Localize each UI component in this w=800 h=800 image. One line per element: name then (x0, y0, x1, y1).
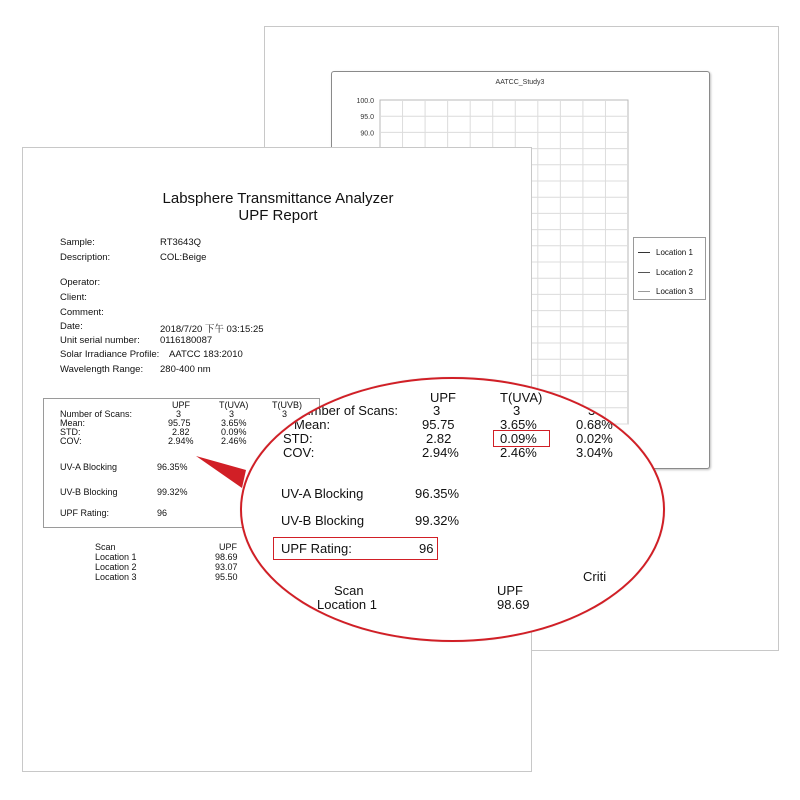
zoom-uvb-label: UV-B Blocking (281, 513, 365, 528)
field-label: Client: (60, 292, 87, 303)
y-tick-label: 95.0 (360, 114, 374, 122)
zoom-scan-header: UPF (497, 583, 523, 598)
zoom-row-label: Number of Scans: (294, 403, 399, 418)
stats-cell: 3 (176, 409, 182, 419)
zoom-cell: 0.02% (576, 431, 613, 446)
field-value: AATCC 183:2010 (169, 349, 243, 360)
field-value: 2018/7/20 下午 03:15:25 (160, 324, 264, 335)
legend-label: Location 2 (656, 267, 693, 277)
uvb-blocking-value: 99.32% (157, 487, 188, 497)
report-subtitle: UPF Report (238, 207, 318, 224)
legend-item-location-1 (638, 246, 693, 258)
field-value: COL:Beige (160, 252, 207, 263)
legend-line-icon (638, 291, 650, 292)
zoom-scan-header-partial: Criti (583, 569, 607, 584)
stats-header: UPF (172, 400, 190, 410)
zoom-cell: 0.68% (576, 417, 613, 432)
legend-item-location-2 (638, 266, 693, 278)
scan-row-upf: 95.50 (215, 572, 238, 582)
zoom-cell-highlight: 0.09% (500, 431, 537, 446)
zoom-row-label: Mean: (294, 417, 331, 432)
field-value: 280-400 nm (160, 364, 211, 375)
chart-title: AATCC_Study3 (495, 79, 545, 86)
field-label: Description: (60, 252, 111, 263)
stats-cell: 3 (282, 409, 288, 419)
zoom-cell: 2.46% (500, 445, 537, 460)
zoom-upf-value: 96 (419, 541, 434, 556)
zoom-cell: 3 (588, 403, 596, 418)
zoom-callout (240, 377, 665, 642)
legend-line-icon (638, 272, 650, 273)
stats-header: T(UVB) (272, 400, 302, 410)
zoom-cell: 2.82 (426, 431, 452, 446)
y-axis-ticks (356, 98, 374, 137)
uva-blocking-value: 96.35% (157, 462, 188, 472)
scan-row-name: Location 2 (95, 562, 137, 572)
zoom-uva-value: 96.35% (415, 486, 460, 501)
zoom-cell: 95.75 (422, 417, 455, 432)
field-value: 0116180087 (160, 335, 213, 346)
zoom-cell: 2.94% (422, 445, 459, 460)
field-label: Operator: (60, 277, 101, 288)
field-label: Solar Irradiance Profile: (60, 349, 160, 360)
field-value: RT3643Q (160, 237, 202, 248)
stats-row-label: Number of Scans: (60, 409, 133, 419)
field-label: Sample: (60, 237, 95, 248)
legend-item-location-3 (638, 285, 693, 297)
zoom-header: UPF (430, 390, 456, 405)
stats-cell: 2.82 (172, 427, 190, 437)
upf-rating-value: 96 (157, 508, 168, 518)
field-label: Date: (60, 321, 83, 332)
stats-cell: 2.46% (221, 436, 247, 446)
uvb-blocking-label: UV-B Blocking (60, 487, 118, 497)
zoom-uvb-value: 99.32% (415, 513, 460, 528)
field-label: Comment: (60, 307, 104, 318)
upf-rating-label: UPF Rating: (60, 508, 110, 518)
chart-legend (633, 237, 706, 300)
zoom-row-label: COV: (283, 445, 315, 460)
legend-line-icon (638, 252, 650, 253)
scan-table-header: Scan (95, 542, 116, 552)
zoom-scan-row-upf: 98.69 (497, 597, 530, 612)
zoom-scan-header: Scan (334, 583, 364, 598)
zoom-header: T(UVA) (500, 390, 543, 405)
stats-header: T(UVA) (219, 400, 249, 410)
field-label: Wavelength Range: (60, 364, 144, 375)
stats-row-label: Mean: (60, 418, 86, 428)
scan-row-upf: 93.07 (215, 562, 238, 572)
zoom-row-label: STD: (283, 431, 313, 446)
y-tick-label: 90.0 (360, 130, 374, 138)
scan-row-name: Location 3 (95, 572, 137, 582)
zoom-cell: 3.04% (576, 445, 613, 460)
stats-row-label: STD: (60, 427, 81, 437)
y-tick-label: 100.0 (356, 98, 374, 105)
zoom-cell: 3 (433, 403, 441, 418)
report-title: Labsphere Transmittance Analyzer (162, 190, 394, 207)
legend-label: Location 1 (656, 247, 693, 257)
scan-row-upf: 98.69 (215, 552, 238, 562)
stats-cell: 3 (229, 409, 235, 419)
zoom-upf-label: UPF Rating: (281, 541, 352, 556)
stats-cell: 0.09% (221, 427, 247, 437)
scan-row-name: Location 1 (95, 552, 137, 562)
stats-cell: 3.65% (221, 418, 247, 428)
uva-blocking-label: UV-A Blocking (60, 462, 118, 472)
zoom-uva-label: UV-A Blocking (281, 486, 364, 501)
legend-label: Location 3 (656, 286, 693, 296)
stats-cell: 2.94% (168, 436, 194, 446)
zoom-cell: 3 (513, 403, 521, 418)
scan-table-header: UPF (219, 542, 237, 552)
zoom-scan-row-name: Location 1 (317, 597, 377, 612)
stats-row-label: COV: (60, 436, 82, 446)
zoom-cell: 3.65% (500, 417, 537, 432)
stats-cell: 95.75 (168, 418, 191, 428)
field-label: Unit serial number: (60, 335, 140, 346)
